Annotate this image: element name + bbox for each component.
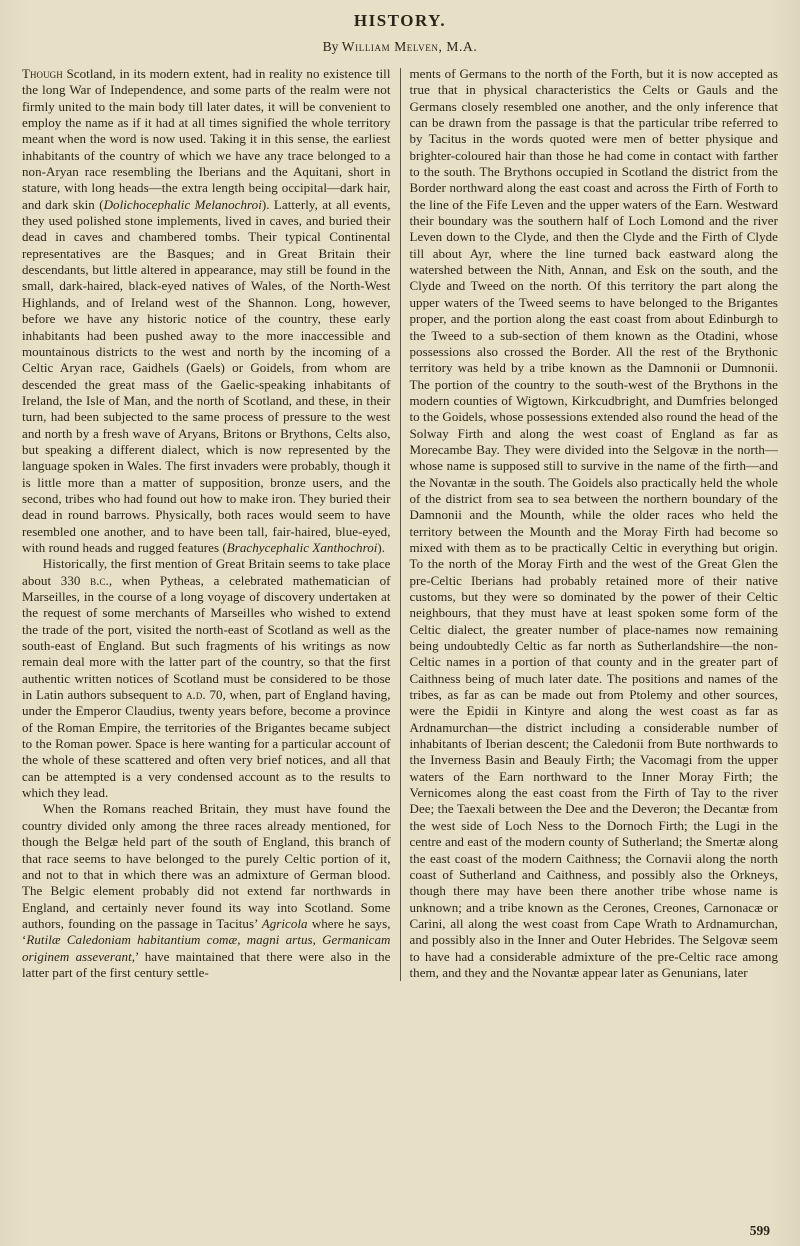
text-columns [0, 55, 800, 981]
paragraph: Historically, the first mention of Great Britain seems to take place about 330 b.c., when Pytheas, a celebrated mathematician of Marseilles, in the course of a long voyage of discovery undertaken at the request of some merchants of Marseilles who wished to extend the trade of the port, visited the north-east of Scotland as well as the south-east of England. But such fragments of his writings as now remain deal more with the latter part of the country, so that the first authentic written notices of Scotland must be considered to be those in Latin authors subsequent to a.d. 70, when, part of England having, under the Emperor Claudius, twenty years before, become a province of the Roman Empire, the territories of the Brigantes became subject to the Roman power. Space is here wanting for a particular account of the whole of these scattered and often very brief notices, and all that can be attempted is a very condensed account as to the results to which they lead. [22, 556, 391, 801]
paragraph: Though Scotland, in its modern extent, had in reality no existence till the long War of Independence, and some parts of the realm were not firmly united to the main body till later dates, it will be convenient to employ the name as if it had at all times signified the whole territory meant when the word is now used. Taking it in this sense, the earliest inhabitants of the country of which we have any trace belonged to a non-Aryan race resembling the Iberians and the Aquitani, short in stature, with long heads—the extra length being occipital—dark hair, and dark skin (Dolichocephalic Melanochroi). Latterly, at all events, they used polished stone implements, lived in caves, and buried their dead in caves and chambered tombs. Their typical Continental representatives are the Basques; and in Great Britain their descendants, but little altered in appearance, may still be found in the small, dark-haired, black-eyed natives of Wales, of the North-West Highlands, and of Ireland west of the Shannon. Long, however, before we have any historic notice of the country, these early inhabitants had been pushed away to the more inaccessible and mountainous districts to the west and north by the incoming of a Celtic Aryan race, Gaidhels (Gaels) or Goidels, from whom are descended the great mass of the Gaelic-speaking inhabitants of Ireland, the Isle of Man, and the north of Scotland, and these, in their turn, had been subjected to the same process of pressure to the west and north by a fresh wave of Aryans, Britons or Brythons, Celts also, but speaking a different dialect, which is now represented by the language spoken in Wales. The first invaders were probably, though it is little more than a matter of supposition, bronze users, and the second, tribes who had found out how to make iron. They buried their dead in round barrows. Physically, both races would seem to have resembled one another, and to have been tall, fair-haired, blue-eyed, with round heads and rugged features (Brachycephalic Xanthochroi). [22, 66, 391, 555]
byline [0, 39, 800, 55]
page-title: HISTORY. [353, 11, 447, 30]
paragraph: ments of Germans to the north of the Forth, but it is now accepted as true that in physical characteristics the Celts or Gauls and the Germans closely resembled one another, and the only inference that can be drawn from the passage is that the particular tribe referred to by Tacitus in the words quoted were men of better physique and brighter-coloured hair than those he had come in contact with farther to the south. The Brythons occupied in Scotland the district from the Border northward along the east coast and across the Firth of Forth to the line of the Fife Leven and the upper waters of the Earn. Westward their boundary was the southern half of Loch Lomond and the river Leven down to the Clyde, and then the Clyde and the Firth of Clyde till about Ayr, where the line turned back eastward along the watershed between the Nith, Annan, and Esk on the south, and the Clyde and Tweed on the north. Of this territory the part along the upper waters of the Tweed seems to have belonged to the Brigantes proper, and the portion along the east coast from about Edinburgh to the Tweed to a sub-section of them known as the Otadini, whose possessions also crossed the Border. All the rest of the Brythonic territory was held by a tribe known as the Damnonii or Dumnonii. The portion of the country to the south-west of the Brythons in the modern counties of Wigtown, Kirkcudbright, and Dumfries belonged to the Goidels, whose possessions extended also round the head of the Solway Firth and along the west coast of England as far as Morecambe Bay. They were divided into the Selgovæ in the north—whose name is supposed still to survive in the name of the firth—and the Novantæ in the south. The Goidels also practically held the whole of the district from sea to sea between the northern boundary of the Damnonii and the Mounth, while the older races who held the territory between the Mounth and the Moray Firth had become so mixed with them as to be practically Celtic in everything but origin. To the north of the Moray Firth and the west of the Great Glen the pre-Celtic Iberians had probably retained more of their native customs, but they were so dominated by the power of their Celtic neighbours, that they must have at least spoken some form of the Celtic dialect, the greater number of place-names now remaining being undoubtedly Celtic as far north as Sutherlandshire—the non-Celtic names in a portion of that county and in the greater part of Caithness being of much later date. The positions and names of the tribes, as far as can be made out from Ptolemy and other sources, were the Epidii in Kintyre and along the west coast as far as Ardnamurchan—the district including a considerable number of inhabitants of Iberian descent; the Caledonii from Bute northwards to the Inverness Basin and Beauly Firth; the Vacomagi from the upper waters of the Earn northward to the Inner Moray Firth; the Vernicomes along the east coast from the Firth of Tay to the river Dee; the Taexali between the Dee and the Deveron; the Decantæ from the west side of Loch Ness to the Dornoch Firth; the Lugi in the centre and east of the modern county of Sutherland; the Smertæ along the east coast of the modern Caithness; the Cornavii along the north coast of Sutherland and Caithness, and possibly also the Orkneys, though there may have been there another tribe whose name is unknown; and a tribe known as the Cerones, Creones, Carnonacæ or Carini, all along the west coast from Cape Wrath to Ardnamurchan, and possibly also in the Inner and Outer Hebrides. The Selgovæ seem to have had a considerable admixture of the pre-Celtic race among them, and they and the Novantæ appear later as Genunians, later [409, 66, 778, 980]
byline-author: William Melven, M.A. [341, 39, 478, 54]
page-number: 599 [749, 1223, 770, 1238]
left-column [22, 66, 391, 981]
column-divider [400, 68, 401, 981]
byline-prefix: By [322, 39, 342, 54]
right-column [410, 66, 779, 981]
page-header [0, 0, 800, 55]
paragraph: When the Romans reached Britain, they must have found the country divided only among the three races already mentioned, for though the Belgæ held part of the south of England, this branch of that race seems to have belonged to the purely Celtic portion of it, and not to that in which there was an admixture of German blood. The Belgic element probably did not extend far northwards in England, and certainly never found its way into Scotland. Some authors, founding on the passage in Tacitus’ Agricola where he says, ‘Rutilæ Caledoniam habitantium comæ, magni artus, Germanicam originem asseverant,’ have maintained that there were also in the latter part of the first century settle- [22, 801, 391, 980]
